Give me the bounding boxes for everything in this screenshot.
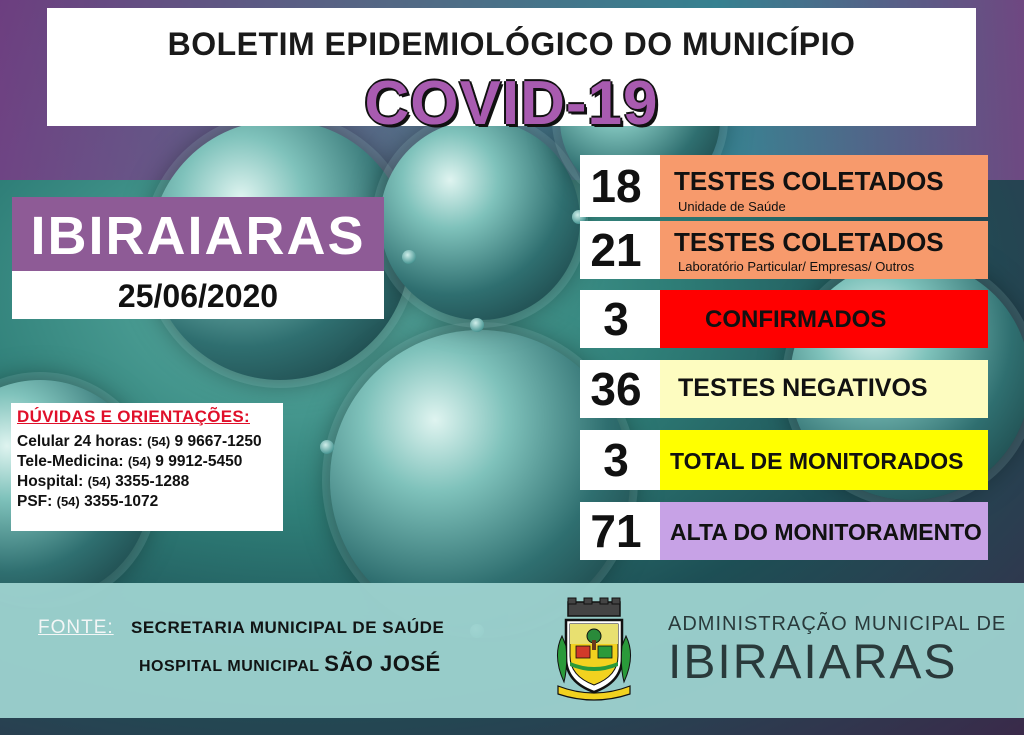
contact-number: 3355-1288 — [115, 473, 190, 490]
stat-divider — [652, 502, 660, 560]
stat-label-box — [660, 430, 988, 490]
title-banner — [47, 8, 976, 138]
contact-ddd: (54) — [127, 454, 151, 469]
stat-label: CONFIRMADOS — [705, 306, 887, 333]
stat-label: TESTES COLETADOS — [674, 166, 944, 196]
stat-tests-collected-private-lab — [580, 221, 988, 279]
stat-label-box — [660, 360, 988, 418]
stat-label: TESTES COLETADOS — [674, 227, 944, 257]
contact-label: Hospital: — [17, 473, 84, 490]
contact-ddd: (54) — [147, 434, 171, 449]
source-hospital-name: SÃO JOSÉ — [324, 651, 441, 676]
stat-confirmed — [580, 290, 988, 348]
stat-sublabel: Laboratório Particular/ Empresas/ Outros — [678, 259, 915, 274]
virus-illustration — [380, 120, 580, 320]
stat-value: 18 — [580, 155, 652, 217]
covid-title: COVID-19 — [364, 69, 659, 138]
admin-label: ADMINISTRAÇÃO MUNICIPAL DE — [668, 613, 1007, 635]
stat-divider — [652, 221, 660, 279]
stat-divider — [652, 155, 660, 217]
contact-ddd: (54) — [87, 474, 111, 489]
contact-row — [17, 492, 277, 512]
contact-ddd: (54) — [56, 494, 80, 509]
source-hospital — [139, 651, 441, 677]
date-banner — [12, 271, 384, 319]
contact-box — [11, 403, 283, 531]
stat-value: 3 — [580, 290, 652, 348]
contact-row — [17, 432, 277, 452]
stat-label-box — [660, 502, 988, 560]
stat-divider — [652, 430, 660, 490]
contact-heading: DÚVIDAS E ORIENTAÇÕES: — [17, 407, 250, 426]
source-hospital-prefix: HOSPITAL MUNICIPAL — [139, 658, 320, 675]
stat-label: TOTAL DE MONITORADOS — [670, 448, 964, 474]
contact-number: 9 9667-1250 — [174, 433, 262, 450]
bulletin-date: 25/06/2020 — [117, 278, 279, 314]
stat-divider — [652, 290, 660, 348]
stat-value: 3 — [580, 430, 652, 490]
stat-label: ALTA DO MONITORAMENTO — [670, 519, 982, 545]
stat-divider — [652, 360, 660, 418]
virus-spike — [402, 250, 416, 264]
contact-label: PSF: — [17, 493, 53, 510]
contact-row — [17, 472, 277, 492]
virus-spike — [320, 440, 334, 454]
virus-spike — [470, 318, 484, 332]
stat-value: 71 — [580, 502, 652, 560]
contact-number: 9 9912-5450 — [155, 453, 243, 470]
footer-band — [0, 583, 1024, 718]
city-banner — [12, 197, 384, 271]
stat-tests-collected-health-unit — [580, 155, 988, 217]
stat-label-box — [660, 221, 988, 279]
stat-monitoring-discharge — [580, 502, 988, 560]
source-label: FONTE: — [38, 617, 114, 638]
contact-label: Tele-Medicina: — [17, 453, 124, 470]
contact-number: 3355-1072 — [84, 493, 159, 510]
stat-label: TESTES NEGATIVOS — [678, 374, 928, 402]
bulletin-title: BOLETIM EPIDEMIOLÓGICO DO MUNICÍPIO — [167, 26, 856, 62]
admin-city-name: IBIRAIARAS — [668, 636, 958, 689]
stat-negative-tests — [580, 360, 988, 418]
city-name: IBIRAIARAS — [30, 206, 366, 266]
contact-row — [17, 452, 277, 472]
municipal-coat-of-arms-icon — [548, 596, 640, 704]
stat-total-monitored — [580, 430, 988, 490]
stat-sublabel: Unidade de Saúde — [678, 199, 786, 214]
stat-value: 21 — [580, 221, 652, 279]
contact-label: Celular 24 horas: — [17, 433, 143, 450]
stat-label-box — [660, 290, 988, 348]
stat-label-box — [660, 155, 988, 217]
stat-value: 36 — [580, 360, 652, 418]
source-secretariat: SECRETARIA MUNICIPAL DE SAÚDE — [131, 618, 445, 637]
